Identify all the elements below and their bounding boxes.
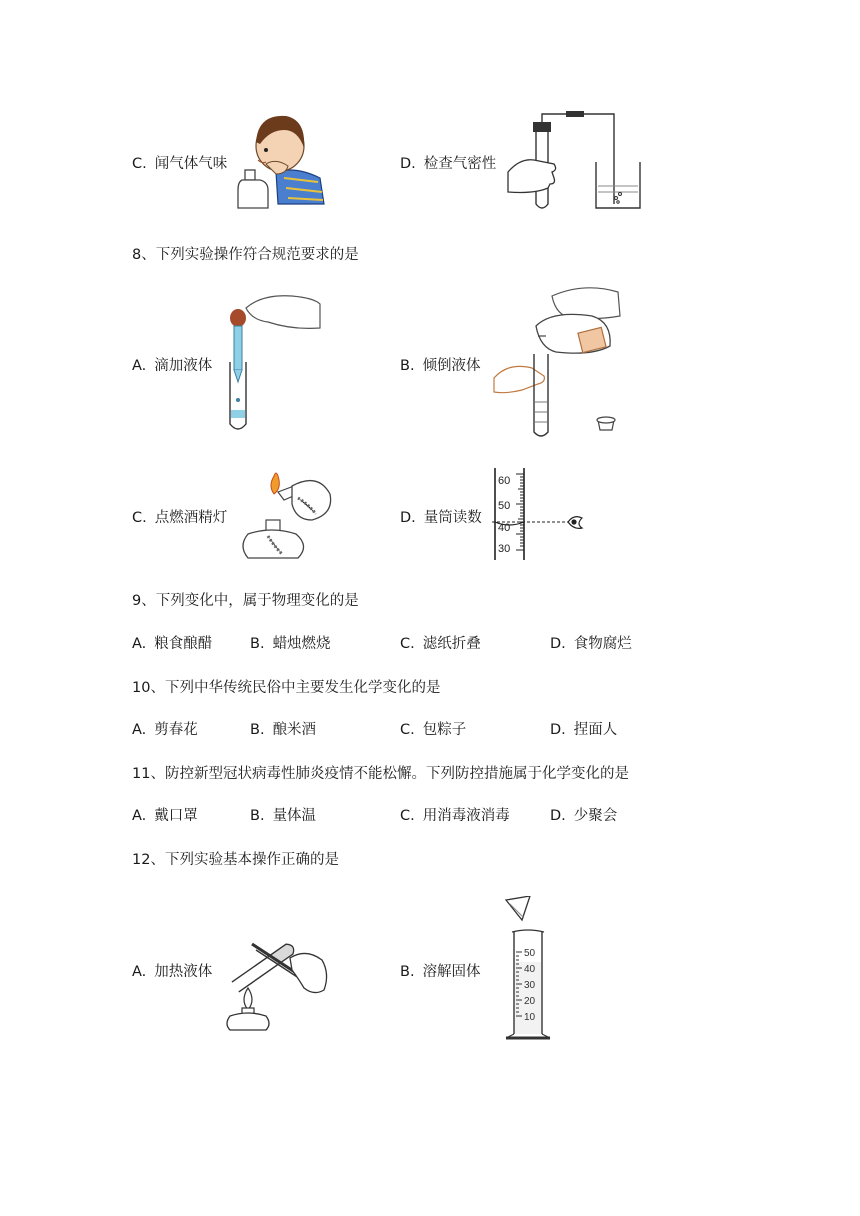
option-text: 包粽子 [422, 722, 467, 738]
option-text: 戴口罩 [154, 808, 198, 824]
option-label: A. [132, 358, 147, 374]
q8-option-c [132, 506, 227, 527]
q10-option-d [550, 718, 617, 739]
option-text: 滤纸折叠 [422, 636, 481, 652]
lighting-alcohol-lamp-illustration [238, 464, 338, 564]
q9-option-c [400, 632, 481, 653]
dissolving-solid-illustration [500, 896, 560, 1044]
scale-label: 60 [498, 475, 511, 487]
option-text: 用消毒液消毒 [422, 808, 510, 824]
smelling-gas-illustration [236, 108, 328, 212]
q9-question: 9、下列变化中，属于物理变化的是 [132, 593, 359, 609]
option-text: 酿米酒 [272, 722, 317, 738]
heating-liquid-illustration [226, 908, 338, 1032]
option-text: 检查气密性 [423, 156, 497, 172]
option-text: 滴加液体 [154, 358, 213, 374]
option-label: A. [132, 808, 147, 824]
q7-option-c [132, 152, 227, 173]
option-label: D. [550, 636, 566, 652]
q8-option-a [132, 354, 212, 375]
scale-label: 30 [524, 980, 536, 991]
option-label: A. [132, 964, 147, 980]
scale-label: 40 [498, 522, 511, 534]
option-text: 食物腐烂 [573, 636, 632, 652]
scale-label: 50 [498, 500, 511, 512]
option-label: D. [400, 156, 416, 172]
option-label: B. [250, 722, 265, 738]
scale-label: 30 [498, 543, 511, 555]
option-label: B. [400, 358, 415, 374]
option-text: 点燃酒精灯 [154, 510, 228, 526]
option-text: 捏面人 [573, 722, 618, 738]
q10-option-c [400, 718, 466, 739]
option-text: 闻气体气味 [154, 156, 228, 172]
option-text: 粮食酿醋 [154, 636, 213, 652]
q8-option-d [400, 506, 482, 527]
q12-question: 12、下列实验基本操作正确的是 [132, 852, 339, 868]
q10-option-a [132, 718, 198, 739]
option-text: 量筒读数 [423, 510, 482, 526]
airtightness-check-illustration [504, 108, 644, 214]
q9-option-d [550, 632, 632, 653]
option-text: 溶解固体 [422, 964, 481, 980]
dropper-illustration [222, 290, 322, 434]
q10-option-b [250, 718, 316, 739]
q11-option-a [132, 804, 198, 825]
option-text: 倾倒液体 [422, 358, 481, 374]
option-text: 加热液体 [154, 964, 213, 980]
q8-option-b [400, 354, 481, 375]
q9-option-a [132, 632, 212, 653]
q11-option-c [400, 804, 510, 825]
option-label: B. [400, 964, 415, 980]
option-text: 量体温 [272, 808, 317, 824]
option-label: C. [132, 156, 147, 172]
option-label: B. [250, 808, 265, 824]
pouring-liquid-illustration [488, 282, 636, 442]
option-label: C. [400, 722, 415, 738]
option-label: A. [132, 722, 147, 738]
q12-option-b [400, 960, 481, 981]
q12-option-a [132, 960, 212, 981]
scale-label: 40 [524, 964, 536, 975]
q9-option-b [250, 632, 331, 653]
option-text: 剪春花 [154, 722, 198, 738]
option-label: C. [400, 808, 415, 824]
option-label: C. [400, 636, 415, 652]
option-label: D. [550, 808, 566, 824]
option-label: D. [400, 510, 416, 526]
option-label: A. [132, 636, 147, 652]
cylinder-reading-illustration [492, 468, 592, 564]
scale-label: 10 [524, 1012, 536, 1023]
scale-label: 20 [524, 996, 536, 1007]
q7-option-d [400, 152, 496, 173]
option-label: C. [132, 510, 147, 526]
q8-question: 8、下列实验操作符合规范要求的是 [132, 247, 359, 263]
q11-option-b [250, 804, 316, 825]
option-text: 少聚会 [573, 808, 618, 824]
q11-question: 11、防控新型冠状病毒性肺炎疫情不能松懈。下列防控措施属于化学变化的是 [132, 766, 629, 782]
option-label: D. [550, 722, 566, 738]
option-label: B. [250, 636, 265, 652]
q10-question: 10、下列中华传统民俗中主要发生化学变化的是 [132, 680, 441, 696]
scale-label: 50 [524, 948, 536, 959]
q11-option-d [550, 804, 617, 825]
option-text: 蜡烛燃烧 [272, 636, 331, 652]
